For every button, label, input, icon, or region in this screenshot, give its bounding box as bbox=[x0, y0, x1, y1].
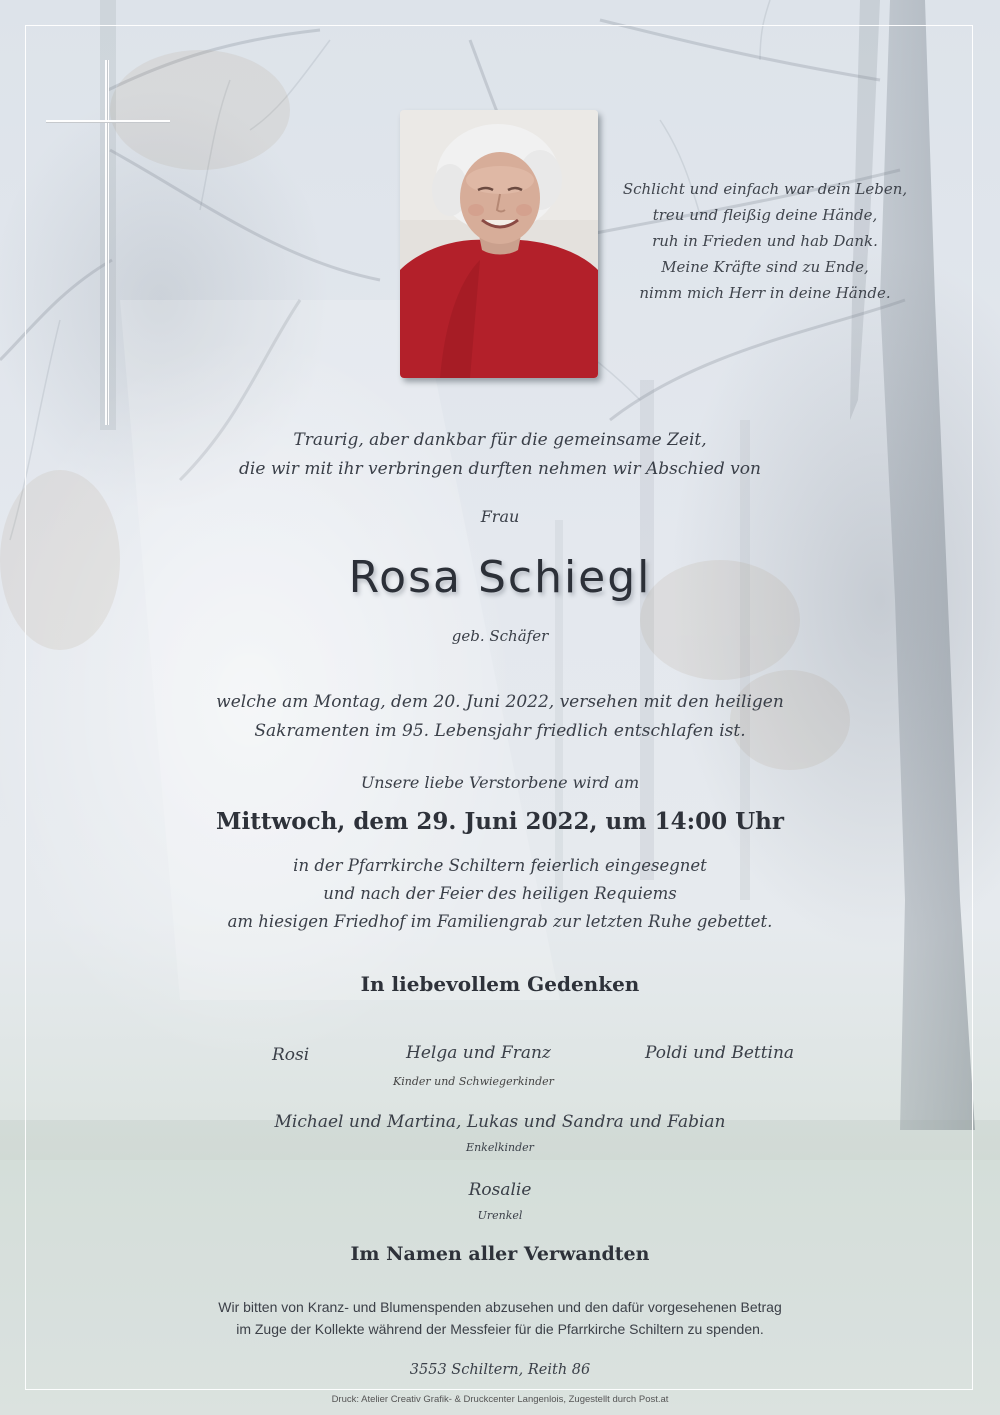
poem-line: nimm mich Herr in deine Hände. bbox=[639, 284, 891, 302]
death-line: Sakramenten im 95. Lebensjahr friedlich entschlafen ist. bbox=[254, 721, 746, 741]
maiden-name: geb. Schäfer bbox=[451, 627, 549, 645]
funeral-date: Mittwoch, dem 29. Juni 2022, um 14:00 Uhr bbox=[216, 808, 784, 835]
deceased-name: Rosa Schiegl bbox=[348, 552, 652, 603]
intro-text bbox=[0, 426, 1000, 484]
grandchildren: Michael und Martina, Lukas und Sandra und Fabian bbox=[274, 1112, 726, 1132]
cross-icon bbox=[44, 60, 174, 430]
donation-request bbox=[0, 1296, 1000, 1340]
children-label: Kinder und Schwiegerkinder bbox=[393, 1075, 554, 1088]
funeral-line: und nach der Feier des heiligen Requiems bbox=[323, 884, 677, 903]
funeral-intro: Unsere liebe Verstorbene wird am bbox=[360, 773, 640, 792]
poem-line: Meine Kräfte sind zu Ende, bbox=[661, 258, 869, 276]
portrait-photo bbox=[400, 110, 598, 378]
death-notice bbox=[0, 688, 1000, 746]
great-grandchild: Rosalie bbox=[468, 1180, 532, 1200]
intro-line: Traurig, aber dankbar für die gemeinsame Zeit, bbox=[293, 430, 707, 450]
great-grandchildren-label: Urenkel bbox=[477, 1209, 523, 1222]
portrait-image bbox=[400, 110, 598, 378]
funeral-details bbox=[0, 852, 1000, 936]
relatives-line: Im Namen aller Verwandten bbox=[350, 1243, 650, 1265]
grandchildren-label: Enkelkinder bbox=[466, 1141, 534, 1154]
funeral-line: in der Pfarrkirche Schiltern feierlich eingesegnet bbox=[293, 856, 707, 875]
donation-line: Wir bitten von Kranz- und Blumenspenden abzusehen und den dafür vorgesehenen Betrag bbox=[218, 1299, 782, 1315]
poem-block bbox=[620, 176, 910, 306]
death-line: welche am Montag, dem 20. Juni 2022, versehen mit den heiligen bbox=[216, 692, 784, 712]
memory-heading: In liebevollem Gedenken bbox=[360, 972, 640, 996]
poem-line: ruh in Frieden und hab Dank. bbox=[652, 232, 878, 250]
intro-line: die wir mit ihr verbringen durften nehmen wir Abschied von bbox=[239, 459, 761, 479]
address: 3553 Schiltern, Reith 86 bbox=[409, 1362, 591, 1378]
poem-line: treu und fleißig deine Hände, bbox=[652, 206, 878, 224]
donation-line: im Zuge der Kollekte während der Messfeier für die Pfarrkirche Schiltern zu spenden. bbox=[236, 1321, 764, 1337]
printer-credit: Druck: Atelier Creativ Grafik- & Druckcenter Langenlois, Zugestellt durch Post.at bbox=[331, 1394, 669, 1405]
salutation: Frau bbox=[480, 507, 520, 526]
funeral-line: am hiesigen Friedhof im Familiengrab zur letzten Ruhe gebettet. bbox=[227, 912, 773, 931]
poem-line: Schlicht und einfach war dein Leben, bbox=[622, 180, 908, 198]
child-poldi-bettina: Poldi und Bettina bbox=[645, 1043, 795, 1063]
child-rosi: Rosi bbox=[272, 1045, 310, 1065]
child-helga-franz: Helga und Franz bbox=[406, 1043, 551, 1063]
